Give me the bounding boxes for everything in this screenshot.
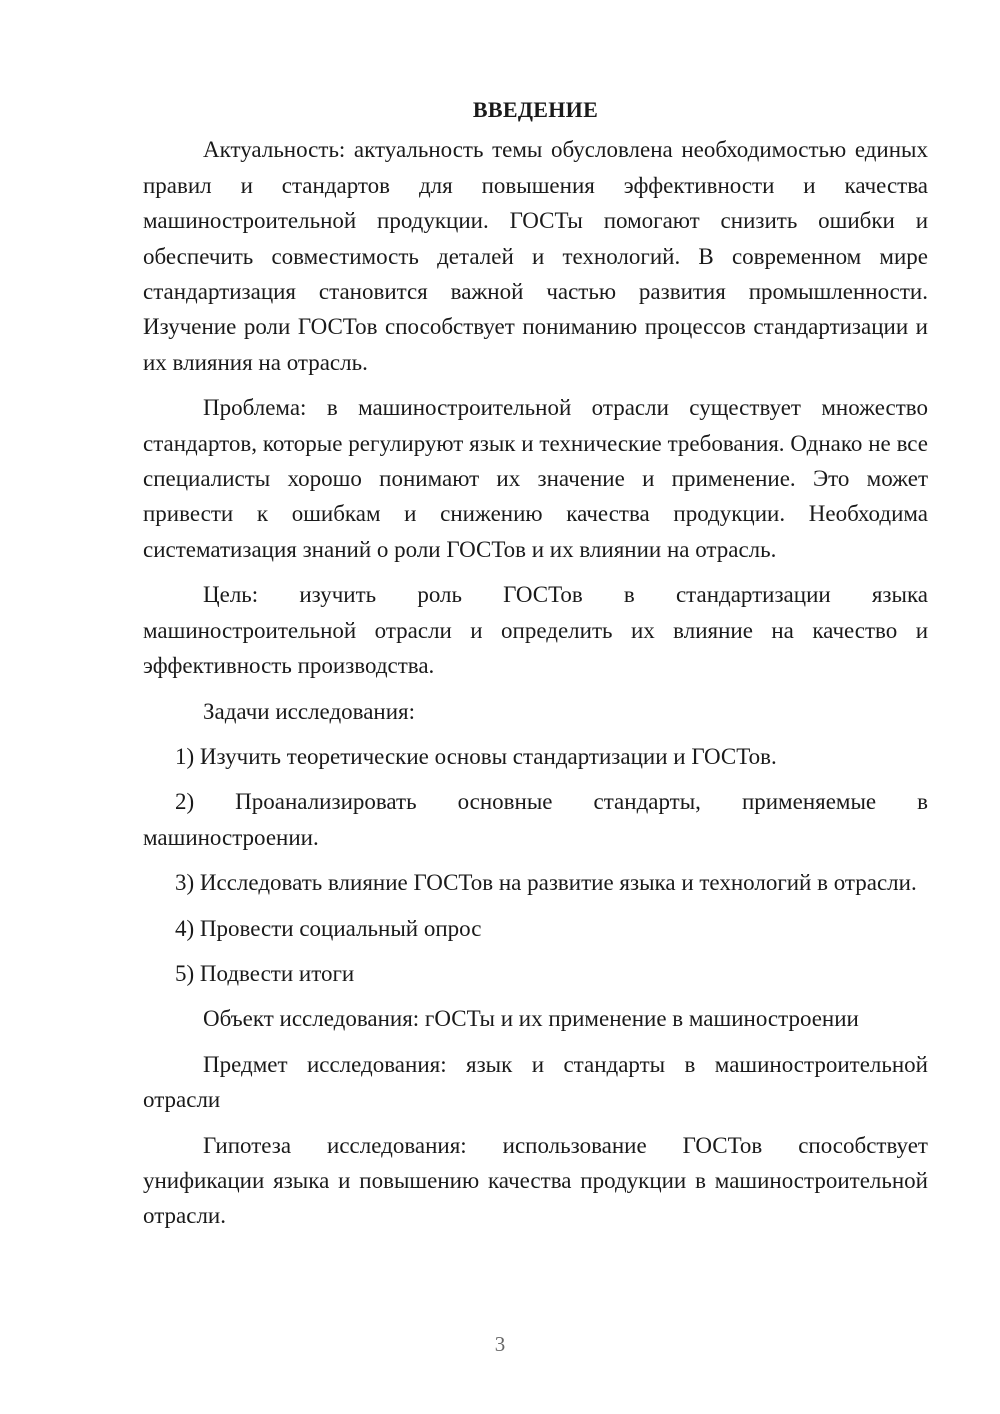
task-item-5: 5) Подвести итоги [175,960,355,986]
document-page [143,92,928,1244]
relevance-paragraph: Актуальность: актуальность темы обусловлена необходимостью единых правил и стандартов для повышения эффективности и качества машиностроительной продукции. ГОСТы помогают снизить ошибки и обеспечить совместимость деталей и технологий. В современном мире стандартизация становится важной частью развития промышленности. Изучение роли ГОСТов способствует пониманию процессов стандартизации и их влияния на отрасль. [143,137,928,375]
object-paragraph: Объект исследования: гОСТы и их применение в машиностроении [203,1006,859,1032]
hypothesis-paragraph: Гипотеза исследования: использование ГОСТов способствует унификации языка и повышению качества продукции в машиностроительной отрасли. [143,1132,928,1229]
page-number: 3 [494,1332,506,1356]
task-item-3: 3) Исследовать влияние ГОСТов на развитие языка и технологий в отрасли. [175,870,917,896]
goal-paragraph: Цель: изучить роль ГОСТов в стандартизации языка машиностроительной отрасли и определить их влияние на качество и эффективность производства. [143,582,928,679]
task-item-2: 2) Проанализировать основные стандарты, применяемые в машиностроении. [143,789,928,850]
section-title: ВВЕДЕНИЕ [472,97,599,122]
task-item-1: 1) Изучить теоретические основы стандартизации и ГОСТов. [175,743,777,769]
tasks-heading: Задачи исследования: [203,698,416,724]
task-item-4: 4) Провести социальный опрос [175,915,482,941]
problem-paragraph: Проблема: в машиностроительной отрасли существует множество стандартов, которые регулируют язык и технические требования. Однако не все специалисты хорошо понимают их значение и применение. Это может привести к ошибкам и снижению качества продукции. Необходима систематизация знаний о роли ГОСТов и их влиянии на отрасль. [143,395,928,562]
subject-paragraph: Предмет исследования: язык и стандарты в машиностроительной отрасли [143,1051,928,1113]
